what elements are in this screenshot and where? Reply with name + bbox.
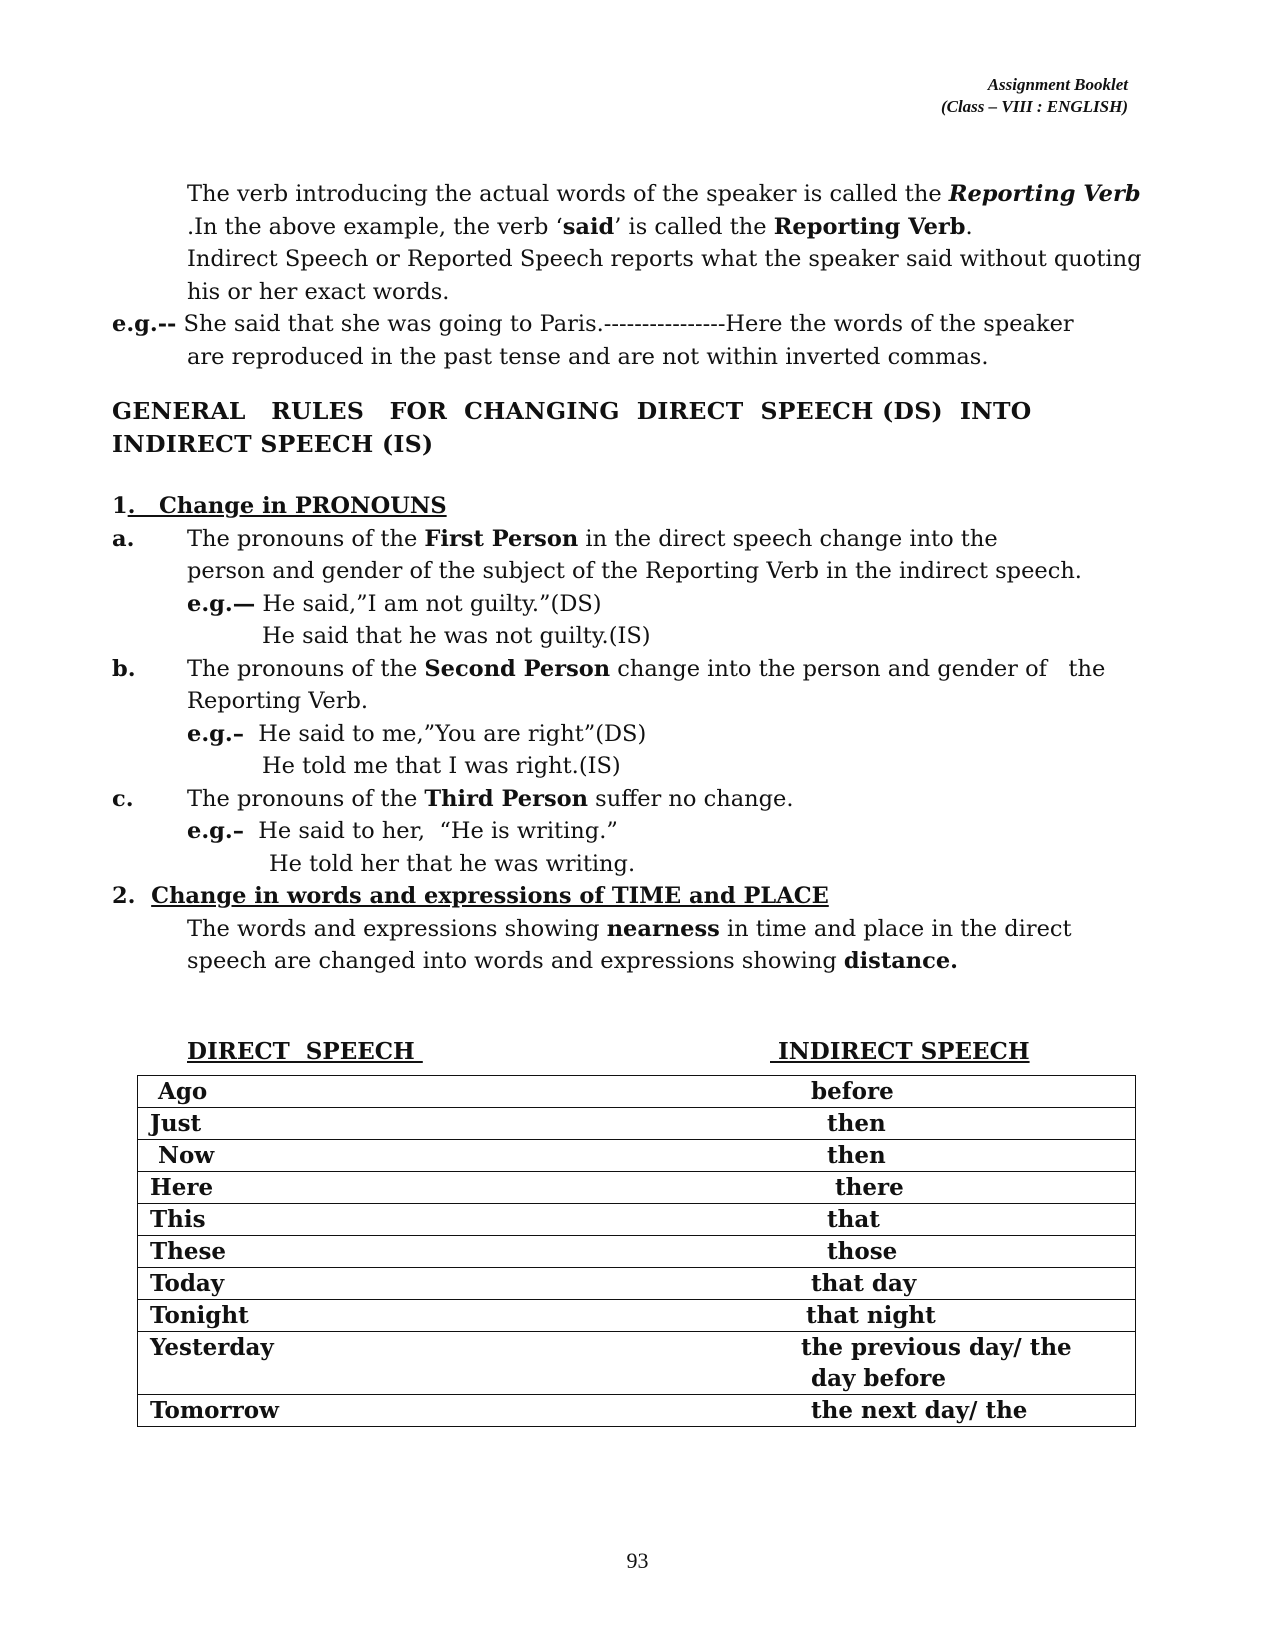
direct-speech-cell: Today bbox=[138, 1268, 791, 1300]
intro-line-2: .In the above example, the verb ‘said’ is called the Reporting Verb. bbox=[187, 213, 973, 240]
rule-a-indirect: He said that he was not guilty.(IS) bbox=[262, 623, 651, 649]
direct-speech-cell: Here bbox=[138, 1172, 791, 1204]
indirect-speech-text: those bbox=[819, 1238, 898, 1265]
indirect-speech-cell bbox=[790, 1140, 1136, 1172]
rule-b-example: e.g.– He said to me,”You are right”(DS) bbox=[187, 720, 647, 747]
example-marker: e.g.-- bbox=[112, 311, 177, 337]
indirect-speech-text: that night bbox=[806, 1302, 936, 1329]
header-booklet-title: Assignment Booklet bbox=[987, 75, 1128, 94]
time-place-table bbox=[137, 1075, 1136, 1427]
intro-example-line: e.g.-- She said that she was going to Paris.----------------Here the words of the speaker bbox=[112, 311, 1074, 337]
indirect-speech-cell bbox=[790, 1172, 1136, 1204]
table-row bbox=[138, 1332, 1136, 1395]
header-class-subject: (Class – VIII : ENGLISH) bbox=[940, 97, 1128, 116]
rule-c-example: e.g.– He said to her, “He is writing.” bbox=[187, 818, 618, 844]
intro-line-1: The verb introducing the actual words of the speaker is called the Reporting Verb bbox=[187, 181, 1141, 207]
direct-speech-cell: Tomorrow bbox=[138, 1395, 791, 1427]
direct-speech-heading: DIRECT SPEECH bbox=[187, 1038, 423, 1065]
indirect-speech-cell bbox=[790, 1395, 1136, 1427]
table-row bbox=[138, 1395, 1136, 1427]
rule-c-line-1: c. The pronouns of the Third Person suffer no change. bbox=[112, 785, 794, 812]
indirect-speech-text: there bbox=[819, 1174, 904, 1201]
indirect-speech-cell bbox=[790, 1300, 1136, 1332]
indirect-speech-cell bbox=[790, 1268, 1136, 1300]
indirect-speech-text: the next day/ the bbox=[811, 1397, 1028, 1424]
indirect-speech-text: that day bbox=[811, 1270, 917, 1297]
indirect-speech-cell bbox=[790, 1108, 1136, 1140]
page-header bbox=[941, 74, 1128, 118]
direct-speech-cell: Ago bbox=[138, 1076, 791, 1108]
indirect-speech-text: then bbox=[819, 1142, 886, 1169]
table-row bbox=[138, 1300, 1136, 1332]
rule-b-indirect: He told me that I was right.(IS) bbox=[262, 753, 621, 779]
direct-speech-cell: These bbox=[138, 1236, 791, 1268]
intro-line-4: his or her exact words. bbox=[187, 278, 450, 305]
indirect-speech-text: that bbox=[819, 1206, 880, 1233]
section-pronouns bbox=[112, 490, 1142, 978]
direct-speech-cell: Tonight bbox=[138, 1300, 791, 1332]
indirect-speech-cell bbox=[790, 1076, 1136, 1108]
general-rules-heading: GENERAL RULES FOR CHANGING DIRECT SPEECH (DS) INTO INDIRECT SPEECH (IS) bbox=[112, 397, 1032, 458]
page-number: 93 bbox=[626, 1548, 649, 1573]
direct-speech-cell: Now bbox=[138, 1140, 791, 1172]
indirect-speech-text: the previous day/ the bbox=[801, 1334, 1072, 1361]
indirect-speech-heading: INDIRECT SPEECH bbox=[770, 1038, 1030, 1065]
intro-line-3: Indirect Speech or Reported Speech reports what the speaker said without quoting bbox=[187, 246, 1142, 272]
table-row bbox=[138, 1140, 1136, 1172]
table-row bbox=[138, 1108, 1136, 1140]
indirect-speech-cell bbox=[790, 1332, 1136, 1395]
section2-line-1: The words and expressions showing nearness in time and place in the direct bbox=[187, 915, 1072, 942]
rule-b-line-2: Reporting Verb. bbox=[187, 688, 369, 714]
rule-a-example: e.g.— He said,”I am not guilty.”(DS) bbox=[187, 590, 602, 617]
rule-b-line-1: b. The pronouns of the Second Person change into the person and gender of the bbox=[112, 655, 1106, 682]
indirect-speech-text: before bbox=[811, 1078, 894, 1105]
section2-line-2: speech are changed into words and expressions showing distance. bbox=[187, 948, 959, 974]
section2-heading: 2. Change in words and expressions of TIME and PLACE bbox=[112, 883, 829, 909]
table-row bbox=[138, 1268, 1136, 1300]
indirect-speech-text-continued: day before bbox=[811, 1365, 947, 1392]
intro-line-6: are reproduced in the past tense and are not within inverted commas. bbox=[187, 343, 989, 370]
direct-speech-cell: Yesterday bbox=[138, 1332, 791, 1395]
table-column-headings bbox=[0, 1038, 1275, 1070]
indirect-speech-cell bbox=[790, 1236, 1136, 1268]
table-row bbox=[138, 1172, 1136, 1204]
indirect-speech-text: then bbox=[819, 1110, 886, 1137]
indirect-speech-cell bbox=[790, 1204, 1136, 1236]
section1-heading: 1. Change in PRONOUNS bbox=[112, 493, 447, 519]
direct-speech-cell: Just bbox=[138, 1108, 791, 1140]
table-row bbox=[138, 1236, 1136, 1268]
rule-a-line-2: person and gender of the subject of the Reporting Verb in the indirect speech. bbox=[187, 558, 1082, 584]
rule-a-line-1: a. The pronouns of the First Person in the direct speech change into the bbox=[112, 525, 998, 552]
table-row bbox=[138, 1204, 1136, 1236]
rule-c-indirect: He told her that he was writing. bbox=[269, 850, 636, 877]
direct-speech-cell: This bbox=[138, 1204, 791, 1236]
intro-paragraph bbox=[112, 178, 1142, 373]
table-row bbox=[138, 1076, 1136, 1108]
